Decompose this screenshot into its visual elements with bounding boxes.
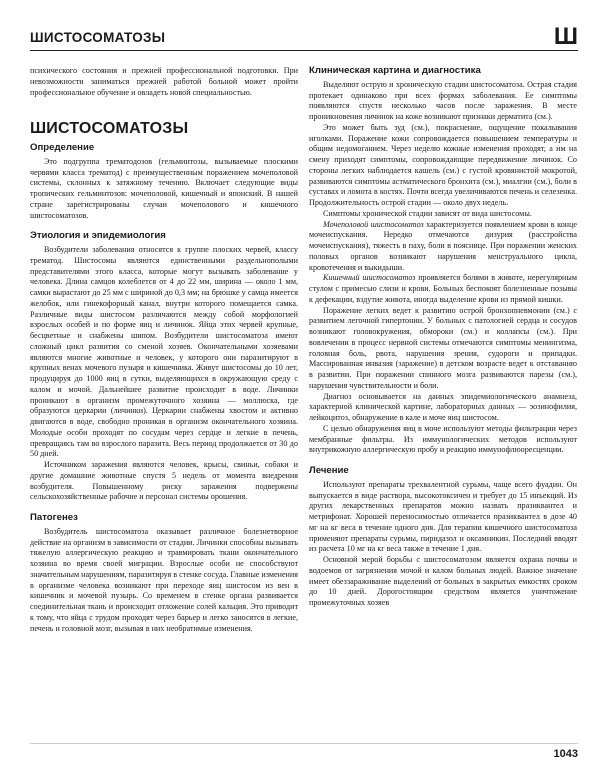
left-column [30,66,298,634]
header-letter: Ш [553,23,578,50]
treatment-paragraph: Используют препараты трехвалентной сурьмы, чаще всего фуадин. Он выпускается в виде раствора, высокотоксичен и требует до 15 инъекций. Из других лекарственных препаратов можно назвать празиквантел и метрифонат. Хорошей переносимостью отличается празиквантел в дозе 40 мг на кг веса в течение одного дня. Для терапии кишечного шистосоматоза применяют препараты сурьмы, пиридазол и оксамникин. Последний вводят из расчета 10 мг на кг веса также в течение 1 дня. [309,479,577,554]
clinic-paragraph: Поражение легких ведет к развитию острой бронхопневмонии (см.) с развитием легочной гипертонии. У больных с патологией сердца и сосудов возникают головокружения, обмороки (см.) и коллапсы (см.). При вовлечении в процесс нервной системы отмечаются симптомы менингизма, головная боль, рвота, нарушения зрения, судороги и припадки. Массированная инвазия (заражение) в детском возрасте ведет к отставанию в развитии. При поражении спинного мозга развиваются парезы (см.), нарушения чувствительности и боли. [309,305,577,390]
etiology-paragraph: Возбудители заболевания относятся к группе плоских червей, классу трематод. Шистосомы являются единственными раздельнополыми представителями этого класса, которые могут вызывать заболевание у человека. Длина самцов колеблется от 4 до 22 мм, ширина — около 1 мм, самки вырастают до 25 мм с шириной до 0,3 мм; на брюшке у самца имеется желобок, или гинекофорный канал, внутри которого помещается самка. Различные виды шистосом различаются между собой морфологией взрослых особей и по форме яиц и личинок. Яйца этих червей крупные, бесцветные и снабжены шипом. Возбудители шистосоматоза имеют сложный цикл развития со сменой хозяев. Окончательными хозяевами являются многие животные и человек, у которого они паразитируют в крупных венах мочевого пузыря и кишечника. Живут шистосомы до 10 лет, продуцируя до 1000 яиц в сутки, выделяющихся в окружающую среду с калом и мочой. Дальнейшее развитие происходит в воде. Личинки проникают в организм промежуточного хозяина — моллюска, где образуются церкарии (личинки). Церкарии снабжены хвостом и активно двигаются в воде, свободно проникая в организм окончательного хозяина. Молодые особи проходят по сосудам через сердце и легкие в печень, превращаясь там во взрослого паразита. Весь период продолжается от 30 до 50 дней. [30,245,298,459]
urogenital-term: Мочеполовой шистосоматоз [323,219,424,229]
clinic-heading: Клиническая картина и диагностика [309,65,481,76]
article-title: ШИСТОСОМАТОЗЫ [30,120,189,138]
pathogenesis-heading: Патогенез [30,512,78,523]
etiology-heading: Этиология и эпидемиология [30,230,166,242]
right-column [309,66,577,609]
intestinal-term: Кишечный шистосоматоз [323,273,416,283]
urogenital-paragraph [309,220,577,274]
footer-rule [30,743,578,744]
etiology-paragraph: Источником заражения являются человек, крысы, свиньи, собаки и другие домашние животные спустя 5 недель от момента внедрения возбудителя. Повышенному риску заражения подвержены сельскохозяйственные рабочие и персонал системы орошения. [30,460,298,502]
running-header [30,23,578,54]
pathogenesis-paragraph: Возбудитель шистосоматоза оказывает различное болезнетворное действие на организм в зависимости от стадии. Личинки способны вызывать тяжелую аллергическую реакцию и травмировать ткани окончательного хозяина во время своей миграции. Взрослые особи не способствуют значительным нарушениям, паразитируя в стенке сосуда. Главные изменения в организме человека возникают при переходе яиц шистосом из вен в кишечник и мочевой пузырь. Со временем в стенке органа развивается соединительная ткань и происходит отложение солей кальция. Это приводит к тому, что яйца с трудом проходят через барьер и легко заносятся в легкие, печень и головной мозг, вызывая в них необратимые изменения. [30,526,298,633]
intestinal-text: проявляется болями в животе, нерегулярным стулом с примесью слизи и крови. Больных беспокоят болезненные позывы к дефекации, вздутие живота, иногда выделение крови из прямой кишки. [309,273,577,304]
definition-heading: Определение [30,142,95,153]
clinic-paragraph: Симптомы хронической стадии зависят от вида шистосомы. [323,208,532,218]
treatment-heading: Лечение [309,465,349,476]
clinic-paragraph: Это может быть зуд (см.), покраснение, ощущение покалывания иголками. Поражение кожи сопровождается повышением температуры и общим недомоганием. Через неделю кожные изменения проходят, а им на смену приходят симптомы, сопровождающие передвижение личинок. Со стороны легких наблюдается кашель (см.) с густой кровянистой мокротой, развиваются симптомы астматического бронхита (см.), миалгии (см.), боли в суставах и ломота в костях. Почти всегда увеличиваются печень и селезенка. Продолжительность острой стадии — около двух недель. [309,122,577,207]
header-title: ШИСТОСОМАТОЗЫ [30,30,166,45]
page-number: 1043 [553,748,578,760]
clinic-paragraph: С целью обнаружения яиц в моче используют методы фильтрации через мембранные фильтры. Из иммунологических методов используют внутрикожную аллергическую пробу и реакцию иммунофлюоресценции. [309,423,577,455]
intestinal-paragraph [309,273,577,305]
header-rule [30,50,578,51]
clinic-paragraph: Выделяют острую и хроническую стадии шистосоматоза. Острая стадия протекает одинаково при всех формах заболевания. Ее симптомы появляются спустя несколько часов после заражения. В месте проникновения личинок на коже возникают признаки дерматита (см.). [309,79,577,121]
clinic-paragraph: Диагноз основывается на данных эпидемиологического анамнеза, характерной клинической картине, лабораторных данных — эозинофилия, лейкоцитоз, обнаружение в кале и моче яиц шистосом. [309,391,577,422]
definition-paragraph: Это подгруппа трематодозов (гельминтозы, вызываемые плоскими червями класса трематод) с преимущественным поражением мочеполовой системы, склонных к затяжному течению. Включает следующие виды тропических гельминтозов: мочеполовой, кишечный и японский. В нашей стране зарегистрированы случаи мочеполового и кишечного шистосоматозов. [30,156,298,220]
urogenital-text: характеризуется появлением крови в конце мочеиспускания. Нередко отмечаются дизурия (расстройства мочеиспускания), тяжесть в паху, боли в пояснице. При поражении женских половых органов возникают нарушения менструального цикла, кровотечения и выкидыши. [309,219,577,272]
intro-paragraph: психического состояния и прежней профессиональной подготовки. При невозможности заниматься прежней работой больной может пройти профессиональное обучение и овладеть новой специальностью. [30,66,298,97]
treatment-paragraph: Основной мерой борьбы с шистосоматозом является охрана почвы и водоемов от загрязнения мочой и калом больных людей. Важное значение имеет обеззараживание выделений от больных в закрытых емкостях сроком до 10 дней. Дорогостоящим средством является уничтожение промежуточных хозяев [309,555,577,607]
